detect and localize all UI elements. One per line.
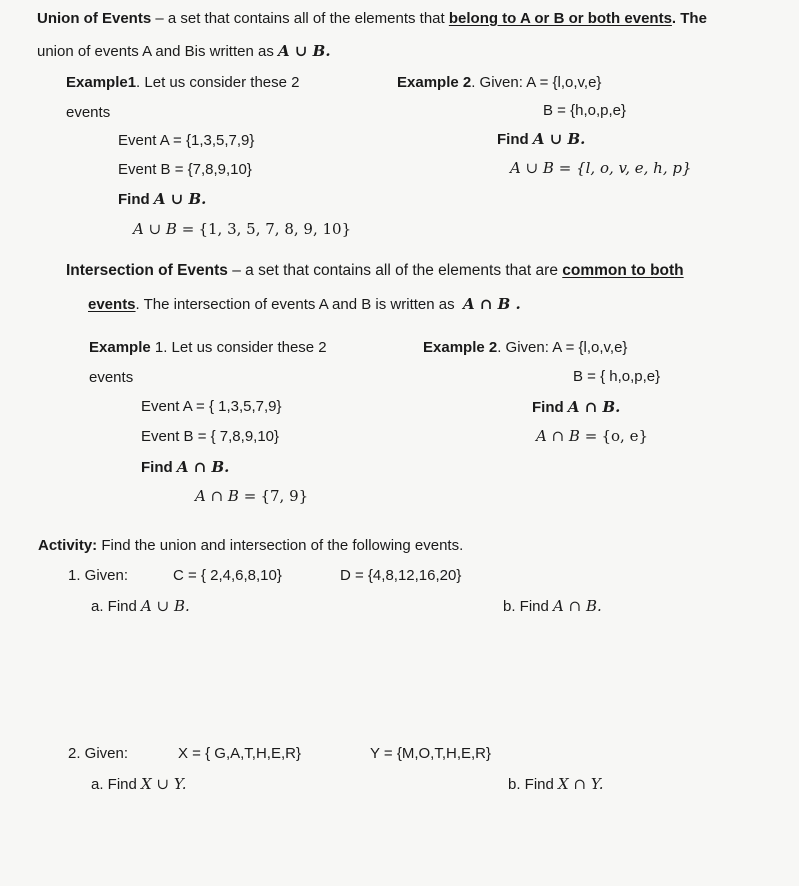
union-ex2-find bbox=[497, 130, 585, 149]
intersection-ex1-find-label: Find bbox=[141, 459, 173, 476]
activity-label: Activity: bbox=[38, 537, 98, 554]
union-ex2-find-label: Find bbox=[497, 131, 529, 148]
q1-set-d: D = {4,8,12,16,20} bbox=[340, 567, 462, 584]
q2-set-y: Y = {M,O,T,H,E,R} bbox=[370, 745, 492, 762]
union-ex2-find-expr: A ∪ B. bbox=[532, 130, 586, 148]
union-ex1-answer-lhs: A ∪ B = bbox=[133, 220, 195, 238]
intersection-heading: Intersection of Events bbox=[66, 262, 228, 279]
union-ex1-find-expr: A ∪ B. bbox=[153, 190, 207, 208]
union-ex1-answer-set: {1, 3, 5, 7, 8, 9, 10} bbox=[198, 220, 352, 238]
q2-part-b bbox=[508, 775, 604, 794]
intersection-ex1-find-expr: A ∩ B. bbox=[176, 458, 230, 476]
intersection-ex2-answer-lhs: A ∩ B = bbox=[536, 427, 598, 445]
union-ex1-event-a: Event A = {1,3,5,7,9} bbox=[118, 132, 255, 149]
intersection-key-phrase: common to both bbox=[562, 262, 684, 279]
intersection-key-phrase-end: events bbox=[88, 296, 136, 313]
union-ex2-answer: A ∪ B = {l, o, v, e, h, p} bbox=[510, 159, 692, 177]
q2-given: 2. Given: bbox=[68, 745, 129, 762]
union-definition-text: – a set that contains all of the elements that bbox=[151, 10, 449, 27]
q2-part-b-label: b. Find bbox=[508, 776, 554, 793]
intersection-ex1-event-b: Event B = { 7,8,9,10} bbox=[141, 428, 280, 445]
intersection-notation-line bbox=[88, 295, 521, 314]
intersection-ex2-find bbox=[532, 398, 620, 417]
union-notation-line bbox=[37, 42, 331, 61]
intersection-notation-text: . The intersection of events A and B is written as bbox=[135, 296, 455, 313]
intersection-ex1-find bbox=[141, 458, 229, 477]
intersection-ex2-set-b: B = { h,o,p,e} bbox=[573, 368, 661, 385]
intersection-ex2-find-label: Find bbox=[532, 399, 564, 416]
intersection-ex1-label: Example bbox=[89, 339, 151, 356]
intersection-ex2-find-expr: A ∩ B. bbox=[567, 398, 621, 416]
union-ex2-set-a: . Given: A = {l,o,v,e} bbox=[471, 74, 602, 91]
q1-part-a bbox=[91, 597, 190, 616]
intersection-definition-text: – a set that contains all of the elements that are bbox=[227, 262, 563, 279]
union-definition-end: . The bbox=[671, 10, 707, 27]
union-key-phrase: belong to A or B or both events bbox=[448, 10, 672, 27]
activity-instruction-text: Find the union and intersection of the following events. bbox=[97, 537, 464, 554]
q2-part-b-expr: X ∩ Y. bbox=[558, 775, 604, 793]
union-ex1-answer bbox=[133, 220, 351, 239]
q1-part-b bbox=[503, 597, 602, 616]
union-ex1-cont: events bbox=[66, 104, 111, 121]
union-notation: A ∪ B. bbox=[278, 42, 331, 60]
intersection-ex2-set-a: . Given: A = {l,o,v,e} bbox=[497, 339, 628, 356]
intersection-ex2-answer-set: {o, e} bbox=[601, 427, 648, 445]
union-ex1-title bbox=[66, 74, 299, 92]
intersection-ex2-answer bbox=[536, 427, 648, 446]
q1-part-b-expr: A ∩ B. bbox=[553, 597, 602, 615]
q1-given: 1. Given: bbox=[68, 567, 129, 584]
intersection-ex1-event-a: Event A = { 1,3,5,7,9} bbox=[141, 398, 282, 415]
intersection-ex1-answer-set: {7, 9} bbox=[260, 487, 309, 505]
intersection-ex1-cont: events bbox=[89, 369, 134, 386]
union-definition bbox=[37, 10, 707, 28]
q1-part-a-expr: A ∪ B. bbox=[141, 597, 190, 615]
intersection-ex2-title bbox=[423, 339, 627, 357]
union-ex2-title bbox=[397, 74, 601, 92]
union-heading: Union of Events bbox=[37, 10, 152, 27]
intersection-notation: A ∩ B . bbox=[462, 295, 521, 313]
activity-instruction bbox=[38, 537, 463, 555]
union-ex1-intro: . Let us consider these 2 bbox=[136, 74, 300, 91]
intersection-definition bbox=[66, 262, 684, 280]
q2-set-x: X = { G,A,T,H,E,R} bbox=[178, 745, 301, 762]
q1-set-c: C = { 2,4,6,8,10} bbox=[173, 567, 282, 584]
intersection-ex1-answer-lhs: A ∩ B = bbox=[195, 487, 257, 505]
q2-part-a bbox=[91, 775, 187, 794]
union-ex1-find-label: Find bbox=[118, 191, 150, 208]
union-ex2-label: Example 2 bbox=[397, 74, 472, 91]
intersection-ex1-title bbox=[89, 339, 327, 357]
union-ex1-label: Example1 bbox=[66, 74, 137, 91]
union-ex2-set-b: B = {h,o,p,e} bbox=[543, 102, 626, 119]
union-ex1-event-b: Event B = {7,8,9,10} bbox=[118, 161, 252, 178]
q1-part-b-label: b. Find bbox=[503, 598, 549, 615]
union-ex1-find bbox=[118, 190, 206, 209]
intersection-ex1-intro: 1. Let us consider these 2 bbox=[150, 339, 327, 356]
q2-part-a-expr: X ∪ Y. bbox=[141, 775, 187, 793]
q2-part-a-label: a. Find bbox=[91, 776, 137, 793]
union-notation-text: union of events A and Bis written as bbox=[37, 43, 274, 60]
q1-part-a-label: a. Find bbox=[91, 598, 137, 615]
intersection-ex2-label: Example 2 bbox=[423, 339, 498, 356]
intersection-ex1-answer bbox=[195, 487, 308, 506]
